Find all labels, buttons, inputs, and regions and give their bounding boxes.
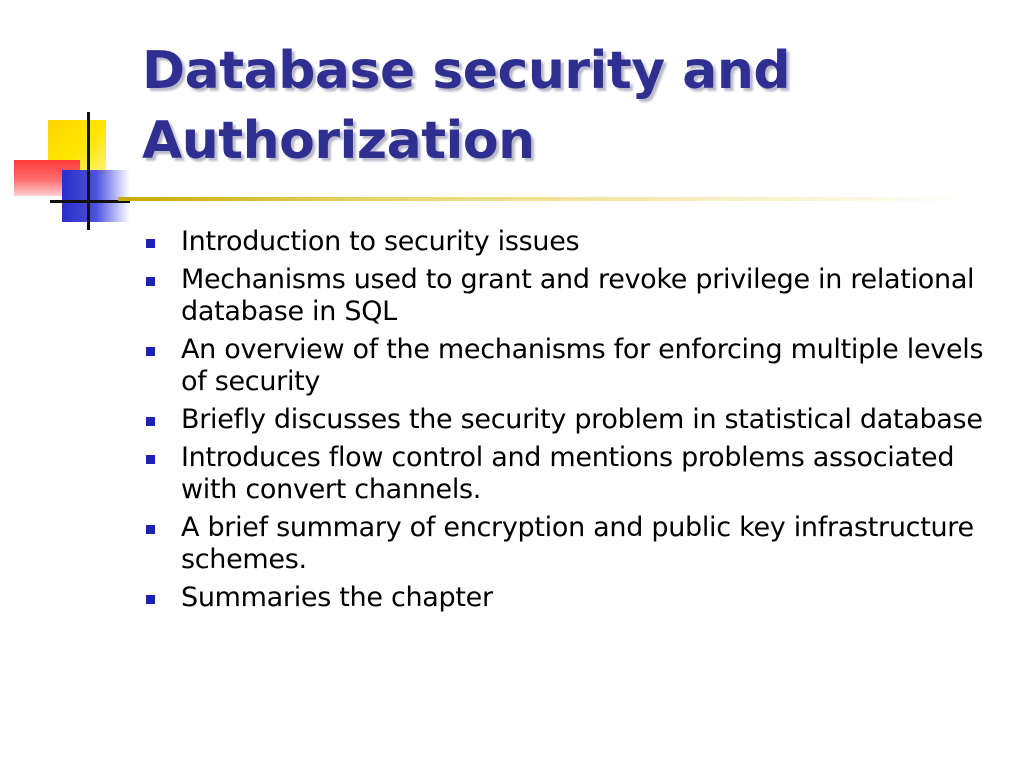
title-line-2: Authorization bbox=[142, 111, 535, 171]
corner-logo bbox=[0, 0, 140, 240]
bullet-item bbox=[146, 264, 1006, 328]
bullet-square-icon bbox=[146, 525, 155, 534]
bullet-square-icon bbox=[146, 455, 155, 464]
bullet-item bbox=[146, 512, 1006, 576]
bullet-square-icon bbox=[146, 239, 155, 248]
title-line-1: Database security and bbox=[142, 41, 791, 101]
bullet-text: Summaries the chapter bbox=[181, 582, 493, 613]
bullet-list bbox=[146, 226, 1006, 620]
bullet-item bbox=[146, 334, 1006, 398]
bullet-item bbox=[146, 442, 1006, 506]
bullet-square-icon bbox=[146, 595, 155, 604]
bullet-text: Mechanisms used to grant and revoke privilege in relational database in SQL bbox=[181, 264, 975, 327]
logo-vertical-line bbox=[87, 112, 90, 230]
bullet-text: A brief summary of encryption and public key infrastructure schemes. bbox=[181, 512, 974, 575]
bullet-item bbox=[146, 404, 1006, 436]
bullet-text: Introduction to security issues bbox=[181, 226, 580, 257]
bullet-square-icon bbox=[146, 347, 155, 356]
bullet-square-icon bbox=[146, 417, 155, 426]
blue-square bbox=[62, 170, 130, 222]
bullet-item bbox=[146, 582, 1006, 614]
bullet-text: Introduces flow control and mentions problems associated with convert channels. bbox=[181, 442, 955, 505]
title-divider bbox=[118, 197, 978, 201]
bullet-text: Briefly discusses the security problem in statistical database bbox=[181, 404, 983, 435]
bullet-square-icon bbox=[146, 277, 155, 286]
slide-title bbox=[142, 36, 1002, 176]
bullet-item bbox=[146, 226, 1006, 258]
bullet-text: An overview of the mechanisms for enforcing multiple levels of security bbox=[181, 334, 984, 397]
